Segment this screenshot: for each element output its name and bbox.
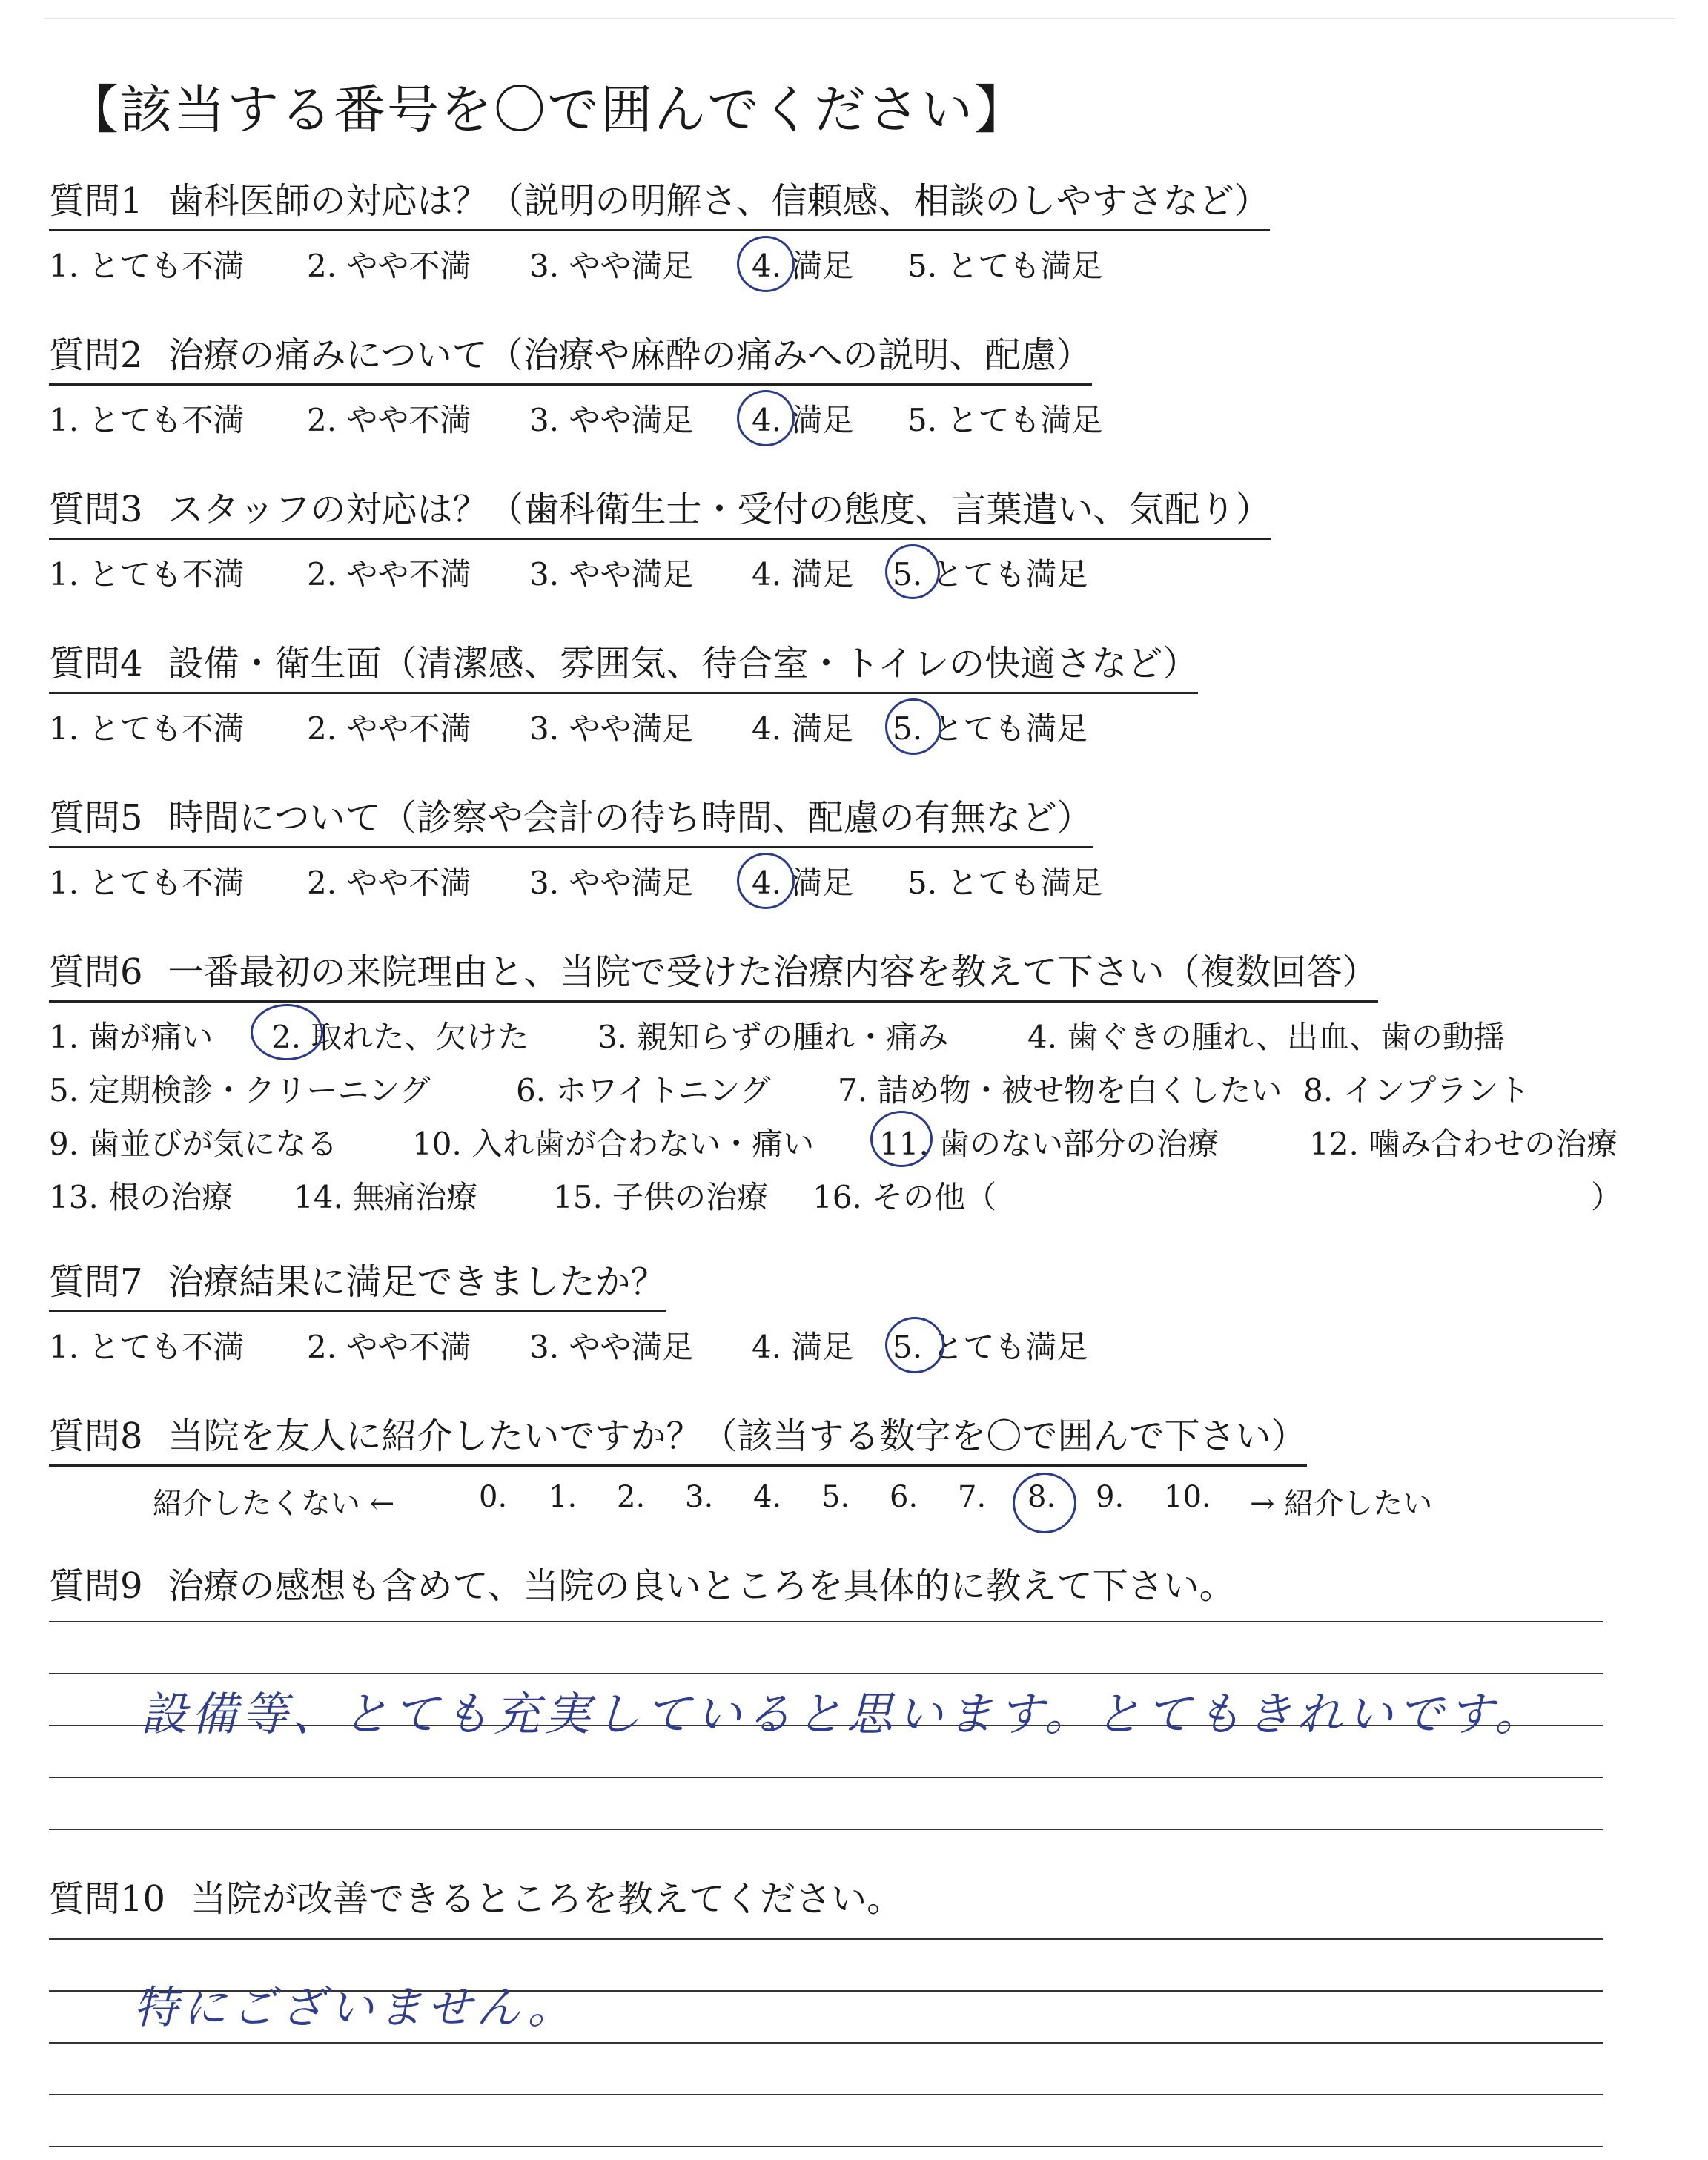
option-2[interactable]: 2. 取れた、欠けた xyxy=(271,1019,529,1055)
options-row-4 xyxy=(49,1173,1623,1226)
option-15[interactable]: 15. 子供の治療 xyxy=(553,1179,769,1215)
question-3-title xyxy=(49,480,1271,540)
recommend-scale xyxy=(49,1480,1433,1527)
option-16[interactable]: 16. その他（ xyxy=(812,1179,997,1215)
option-4[interactable]: 4. 歯ぐきの腫れ、出血、歯の動揺 xyxy=(1027,1019,1505,1055)
scale-2[interactable]: 2. xyxy=(617,1480,646,1514)
question-3-text: スタッフの対応は？（歯科衛生士・受付の態度、言葉遣い、気配り） xyxy=(168,489,1271,530)
question-1 xyxy=(49,172,1270,289)
scale-3[interactable]: 3. xyxy=(685,1480,714,1514)
question-7-text: 治療結果に満足できましたか？ xyxy=(168,1261,666,1303)
option-2[interactable]: 2. やや不満 xyxy=(307,710,471,747)
option-8[interactable]: 8. インプラント xyxy=(1303,1072,1530,1109)
question-6-title xyxy=(49,943,1378,1003)
question-6 xyxy=(49,943,1623,1226)
question-1-text: 歯科医師の対応は？（説明の明解さ、信頼感、相談のしやすさなど） xyxy=(168,180,1270,222)
option-5[interactable]: 5. とても満足 xyxy=(893,710,1088,747)
question-7-title xyxy=(49,1253,666,1312)
option-4[interactable]: 4. 満足 xyxy=(752,556,854,592)
option-4[interactable]: 4. 満足 xyxy=(752,402,854,438)
option-4[interactable]: 4. 満足 xyxy=(752,1329,854,1365)
option-2[interactable]: 2. やや不満 xyxy=(307,1329,471,1365)
scale-9[interactable]: 9. xyxy=(1096,1480,1125,1514)
scale-1[interactable]: 1. xyxy=(549,1480,577,1514)
scale-left-label: 紹介したくない ← xyxy=(153,1487,395,1521)
scale-7[interactable]: 7. xyxy=(958,1480,987,1514)
q9-handwritten-answer[interactable]: 設備等、とても充実していると思います。とてもきれいです。 xyxy=(141,1687,1546,1741)
option-10[interactable]: 10. 入れ歯が合わない・痛い xyxy=(412,1126,815,1162)
answer-line xyxy=(49,1777,1603,1778)
option-5[interactable]: 5. 定期検診・クリーニング xyxy=(49,1072,431,1109)
question-7 xyxy=(49,1253,1088,1370)
question-8-text: 当院を友人に紹介したいですか？（該当する数字を〇で囲んで下さい） xyxy=(168,1416,1307,1457)
option-3[interactable]: 3. やや満足 xyxy=(529,710,694,747)
option-6[interactable]: 6. ホワイトニング xyxy=(516,1072,771,1109)
question-7-number: 質問7 xyxy=(49,1261,143,1303)
answer-line xyxy=(49,1673,1603,1674)
question-6-text: 一番最初の来院理由と、当院で受けた治療内容を教えて下さい（複数回答） xyxy=(168,951,1378,993)
option-1[interactable]: 1. とても不満 xyxy=(49,865,245,901)
options-row-1 xyxy=(49,1013,1505,1066)
question-9 xyxy=(49,1557,1235,1608)
question-9-number: 質問9 xyxy=(49,1565,143,1607)
option-14[interactable]: 14. 無痛治療 xyxy=(294,1179,478,1215)
option-2[interactable]: 2. やや不満 xyxy=(307,865,471,901)
question-2-title xyxy=(49,326,1092,386)
option-5[interactable]: 5. とても満足 xyxy=(907,402,1103,438)
question-6-number: 質問6 xyxy=(49,951,143,993)
question-9-text: 治療の感想も含めて、当院の良いところを具体的に教えて下さい。 xyxy=(168,1565,1235,1607)
option-4[interactable]: 4. 満足 xyxy=(752,248,854,284)
option-5[interactable]: 5. とても満足 xyxy=(907,865,1103,901)
question-1-options xyxy=(49,242,1270,289)
question-8-number: 質問8 xyxy=(49,1416,143,1457)
option-9[interactable]: 9. 歯並びが気になる xyxy=(49,1126,338,1162)
option-12[interactable]: 12. 噛み合わせの治療 xyxy=(1309,1126,1618,1162)
option-4[interactable]: 4. 満足 xyxy=(752,865,854,901)
question-4-number: 質問4 xyxy=(49,643,143,684)
question-3-options xyxy=(49,550,1271,598)
option-3[interactable]: 3. やや満足 xyxy=(529,865,694,901)
scale-0[interactable]: 0. xyxy=(479,1480,508,1514)
option-3[interactable]: 3. 親知らずの腫れ・痛み xyxy=(598,1019,949,1055)
option-4[interactable]: 4. 満足 xyxy=(752,710,854,747)
option-1[interactable]: 1. 歯が痛い xyxy=(49,1019,214,1055)
question-7-options xyxy=(49,1323,1088,1370)
question-5-text: 時間について（診察や会計の待ち時間、配慮の有無など） xyxy=(168,797,1093,839)
option-3[interactable]: 3. やや満足 xyxy=(529,248,694,284)
scale-10[interactable]: 10. xyxy=(1164,1480,1211,1514)
question-8-title xyxy=(49,1407,1307,1467)
answer-line xyxy=(49,2042,1603,2044)
option-7[interactable]: 7. 詰め物・被せ物を白くしたい xyxy=(838,1072,1282,1109)
option-11[interactable]: 11. 歯のない部分の治療 xyxy=(879,1126,1219,1162)
top-edge-line xyxy=(44,18,1675,19)
option-1[interactable]: 1. とても不満 xyxy=(49,710,245,747)
question-4 xyxy=(49,635,1198,752)
question-3 xyxy=(49,480,1271,598)
question-10-number: 質問10 xyxy=(49,1878,166,1920)
form-heading: 【該当する番号を〇で囲んでください】 xyxy=(67,79,1027,140)
question-6-options xyxy=(49,1013,1623,1226)
question-5-title xyxy=(49,789,1093,848)
option-1[interactable]: 1. とても不満 xyxy=(49,1329,245,1365)
question-4-options xyxy=(49,704,1198,752)
answer-line xyxy=(49,2094,1603,2095)
question-9-title xyxy=(49,1557,1235,1608)
scale-right-label: → 紹介したい xyxy=(1250,1487,1433,1521)
answer-line xyxy=(49,2146,1603,2147)
option-3[interactable]: 3. やや満足 xyxy=(529,402,694,438)
scale-4[interactable]: 4. xyxy=(753,1480,782,1514)
options-row-3 xyxy=(49,1120,1618,1173)
option-2[interactable]: 2. やや不満 xyxy=(307,248,471,284)
option-1[interactable]: 1. とても不満 xyxy=(49,402,245,438)
question-5 xyxy=(49,789,1103,906)
option-3[interactable]: 3. やや満足 xyxy=(529,556,694,592)
question-1-title xyxy=(49,172,1270,231)
other-close-paren: ） xyxy=(1591,1179,1623,1215)
option-5[interactable]: 5. とても満足 xyxy=(893,556,1088,592)
question-5-options xyxy=(49,859,1103,906)
question-8 xyxy=(49,1407,1433,1527)
question-4-text: 設備・衛生面（清潔感、雰囲気、待合室・トイレの快適さなど） xyxy=(168,643,1199,684)
option-3[interactable]: 3. やや満足 xyxy=(529,1329,694,1365)
scale-6[interactable]: 6. xyxy=(890,1480,918,1514)
options-row-2 xyxy=(49,1066,1530,1120)
option-2[interactable]: 2. やや不満 xyxy=(307,402,471,438)
question-2 xyxy=(49,326,1103,443)
scale-8[interactable]: 8. xyxy=(1027,1480,1056,1514)
option-1[interactable]: 1. とても不満 xyxy=(49,248,245,284)
answer-line xyxy=(49,1621,1603,1622)
option-1[interactable]: 1. とても不満 xyxy=(49,556,245,592)
answer-line xyxy=(49,1938,1603,1940)
option-5[interactable]: 5. とても満足 xyxy=(893,1329,1088,1365)
question-10 xyxy=(49,1870,902,1921)
option-13[interactable]: 13. 根の治療 xyxy=(49,1179,234,1215)
q10-handwritten-answer[interactable]: 特にございません。 xyxy=(133,1982,577,2034)
question-10-title xyxy=(49,1870,902,1921)
answer-line xyxy=(49,1829,1603,1830)
question-2-options xyxy=(49,396,1103,443)
question-3-number: 質問3 xyxy=(49,489,143,530)
question-2-text: 治療の痛みについて（治療や麻酔の痛みへの説明、配慮） xyxy=(168,334,1092,376)
scale-5[interactable]: 5. xyxy=(821,1480,850,1514)
question-10-text: 当院が改善できるところを教えてください。 xyxy=(191,1878,903,1920)
option-5[interactable]: 5. とても満足 xyxy=(907,248,1103,284)
question-1-number: 質問1 xyxy=(49,180,143,222)
question-4-title xyxy=(49,635,1198,694)
question-2-number: 質問2 xyxy=(49,334,143,376)
option-2[interactable]: 2. やや不満 xyxy=(307,556,471,592)
question-5-number: 質問5 xyxy=(49,797,143,839)
